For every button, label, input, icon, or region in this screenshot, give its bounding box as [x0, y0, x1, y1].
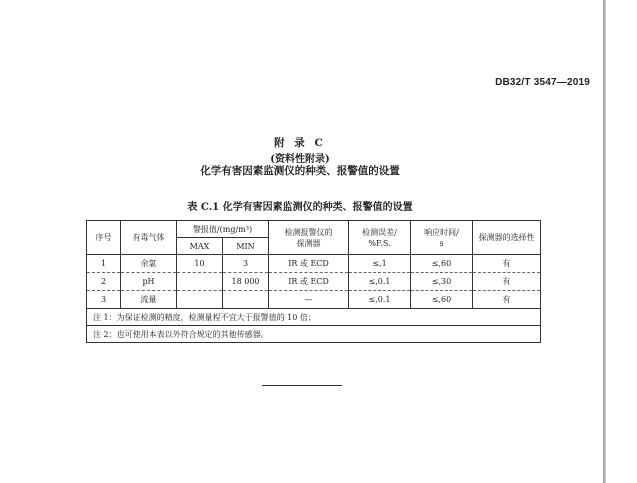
header-max: MAX: [177, 238, 223, 255]
header-error-line1: 检测误差/: [362, 227, 397, 237]
table-note-1: 注 1：为保证检测的精度，检测量程不宜大于报警值的 10 倍；: [87, 309, 541, 326]
header-min: MIN: [223, 238, 269, 255]
header-response: [411, 221, 473, 255]
end-divider: [262, 385, 342, 386]
cell-response: ≤,30: [411, 273, 473, 291]
table-row: [87, 291, 541, 309]
cell-max: 10: [177, 255, 223, 273]
header-row-1: [87, 221, 541, 238]
cell-error: ≤,1: [349, 255, 411, 273]
cell-selectivity: 有: [473, 273, 541, 291]
header-detector-line2: 探测器: [296, 238, 321, 248]
document-id: DB32/T 3547—2019: [495, 77, 590, 88]
appendix-title: 附 录 C: [274, 137, 326, 149]
cell-seq: 1: [87, 255, 121, 273]
cell-max: [177, 291, 223, 309]
cell-max: [177, 273, 223, 291]
header-selectivity: 探测器的选择性: [473, 221, 541, 255]
cell-seq: 3: [87, 291, 121, 309]
header-response-line1: 响应时间/: [424, 227, 459, 237]
cell-min: 18 000: [223, 273, 269, 291]
cell-response: ≤,60: [411, 291, 473, 309]
cell-gas: 流量: [121, 291, 177, 309]
table-caption: 表 C.1 化学有害因素监测仪的种类、报警值的设置: [187, 202, 413, 213]
cell-response: ≤,60: [411, 255, 473, 273]
cell-selectivity: 有: [473, 291, 541, 309]
cell-min: 3: [223, 255, 269, 273]
appendix-subtitle: (资料性附录): [270, 154, 330, 165]
monitor-table: [86, 220, 541, 343]
note-row: [87, 326, 541, 343]
header-seq: 序号: [87, 221, 121, 255]
cell-gas: 余氯: [121, 255, 177, 273]
header-alarm: 警报值/(mg/m³): [177, 221, 269, 238]
cell-selectivity: 有: [473, 255, 541, 273]
cell-detector: —: [269, 291, 349, 309]
table-note-2: 注 2：也可使用本表以外符合规定的其他传感器。: [87, 326, 541, 343]
header-gas: 有毒气体: [121, 221, 177, 255]
appendix-heading: 化学有害因素监测仪的种类、报警值的设置: [200, 165, 400, 177]
note-row: [87, 309, 541, 326]
table-row: [87, 255, 541, 273]
cell-gas: pH: [121, 273, 177, 291]
cell-error: ≤,0.1: [349, 273, 411, 291]
header-error-line2: %F.S.: [368, 238, 391, 248]
header-detector: [269, 221, 349, 255]
table-row: [87, 273, 541, 291]
cell-detector: IR 或 ECD: [269, 255, 349, 273]
page-edge-shadow: [603, 0, 606, 483]
cell-min: [223, 291, 269, 309]
header-detector-line1: 检测报警仪的: [284, 227, 333, 237]
header-response-line2: s: [439, 238, 444, 248]
cell-detector: IR 或 ECD: [269, 273, 349, 291]
cell-error: ≤,0.1: [349, 291, 411, 309]
header-error: [349, 221, 411, 255]
cell-seq: 2: [87, 273, 121, 291]
